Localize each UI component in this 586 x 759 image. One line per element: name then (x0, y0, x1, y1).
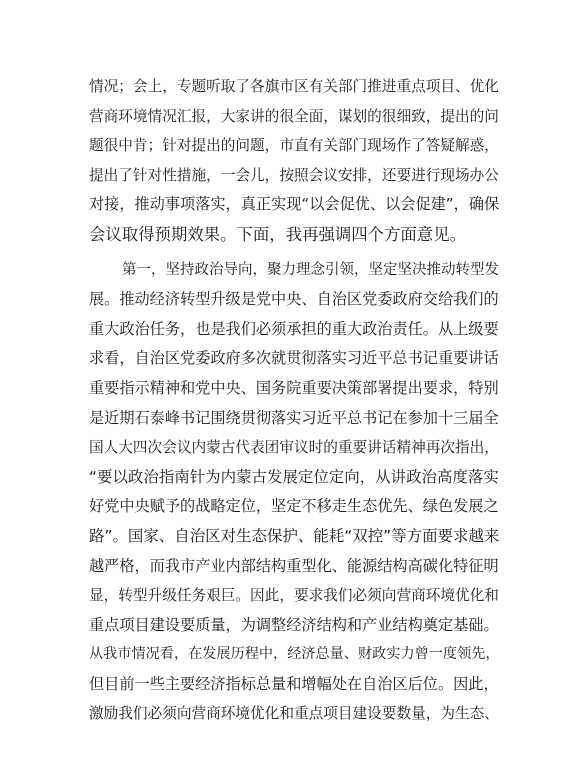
text-line: “要以政治指南针为内蒙古发展定位定向，从讲政治高度落实 (89, 467, 499, 486)
text-line: 重大政治任务，也是我们必须承担的重大政治责任。从上级要 (89, 319, 499, 338)
paragraph-1 (89, 72, 499, 250)
text-line: 国人大四次会议内蒙古代表团审议时的重要讲话精神再次指出， (89, 439, 499, 457)
text-line: 但目前一些主要经济指标总量和增幅处在自治区后位。因此， (89, 674, 499, 693)
text-line: 第一，坚持政治导向，聚力理念引领，坚定坚决推动转型发 (122, 261, 499, 278)
body-text (89, 72, 499, 729)
text-line: 重点项目建设要质量，为调整经济结构和产业结构奠定基础。 (89, 615, 499, 634)
text-line: 会议取得预期效果。下面，我再强调四个方面意见。 (89, 224, 466, 244)
text-line: 情况；会上，专题听取了各旗市区有关部门推进重点项目、优化 (89, 78, 499, 95)
text-line: 越严格，而我市产业内部结构重型化、能源结构高碳化特征明 (89, 556, 499, 575)
paragraph-2 (89, 256, 499, 730)
text-line: 显，转型升级任务艰巨。因此，要求我们必须向营商环境优化和 (89, 587, 499, 605)
text-line: 题很中肯；针对提出的问题，市直有关部门现场作了答疑解惑， (89, 137, 499, 155)
text-line: 重要指示精神和党中央、国务院重要决策部署提出要求，特别 (89, 378, 499, 397)
text-line: 是近期石泰峰书记围绕贯彻落实习近平总书记在参加十三届全 (89, 408, 499, 427)
text-line: 对接，推动事项落实，真正实现“以会促优、以会促建”，确保 (89, 195, 500, 214)
text-line: 激励我们必须向营商环境优化和重点项目建设要数量，为生态、 (89, 705, 499, 723)
text-line: 提出了针对性措施，一会儿，按照会议安排，还要进行现场办公 (89, 166, 499, 184)
text-line: 好党中央赋予的战略定位，坚定不移走生态优先、绿色发展之 (89, 497, 499, 516)
text-line: 从我市情况看，在发展历程中，经济总量、财政实力曾一度领先， (89, 646, 500, 663)
text-line: 求看，自治区党委政府多次就贯彻落实习近平总书记重要讲话 (89, 349, 499, 368)
text-line: 营商环境情况汇报，大家讲的很全面，谋划的很细致，提出的问 (89, 107, 499, 125)
text-line: 展。推动经济转型升级是党中央、自治区党委政府交给我们的 (89, 290, 499, 309)
text-line: 路”。国家、自治区对生态保护、能耗“双控”等方面要求越来 (89, 526, 500, 545)
